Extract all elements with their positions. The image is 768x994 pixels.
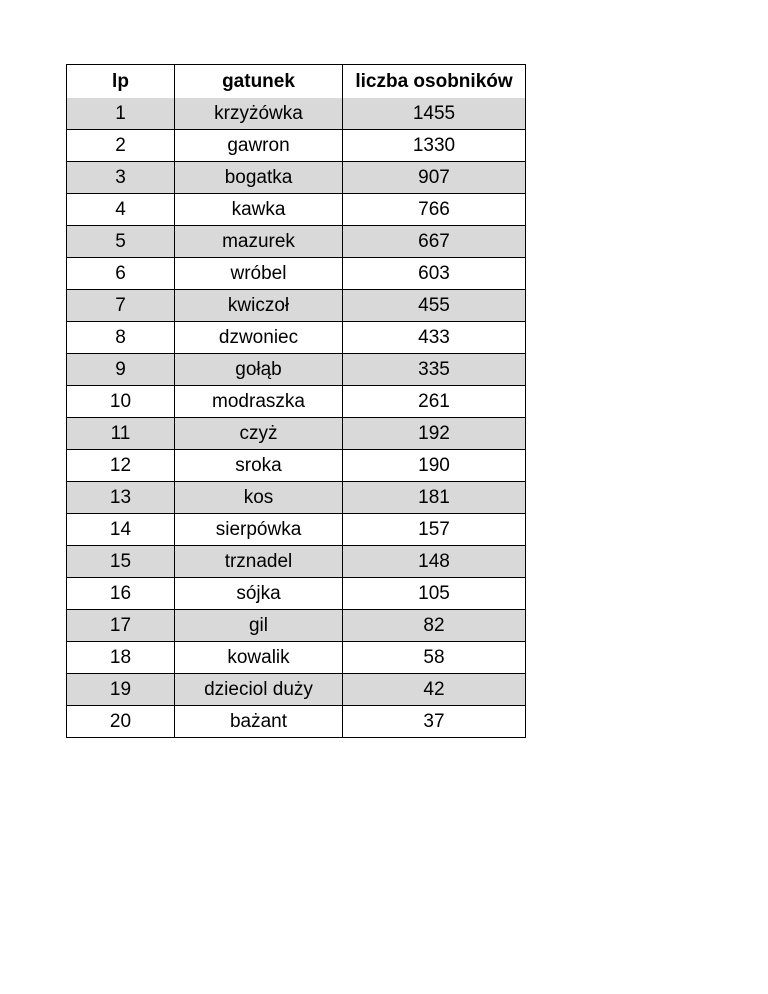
cell-species: gil bbox=[175, 610, 343, 642]
table-row bbox=[67, 386, 526, 418]
cell-lp: 12 bbox=[67, 450, 175, 482]
cell-count: 82 bbox=[343, 610, 526, 642]
cell-species: czyż bbox=[175, 418, 343, 450]
cell-count: 603 bbox=[343, 258, 526, 290]
table-row bbox=[67, 642, 526, 674]
cell-lp: 3 bbox=[67, 162, 175, 194]
cell-lp: 5 bbox=[67, 226, 175, 258]
cell-species: wróbel bbox=[175, 258, 343, 290]
cell-lp: 7 bbox=[67, 290, 175, 322]
cell-species: gołąb bbox=[175, 354, 343, 386]
header-species: gatunek bbox=[175, 65, 343, 99]
cell-lp: 14 bbox=[67, 514, 175, 546]
cell-species: mazurek bbox=[175, 226, 343, 258]
cell-count: 192 bbox=[343, 418, 526, 450]
cell-species: gawron bbox=[175, 130, 343, 162]
cell-count: 37 bbox=[343, 706, 526, 738]
cell-count: 335 bbox=[343, 354, 526, 386]
cell-species: kwiczoł bbox=[175, 290, 343, 322]
cell-lp: 10 bbox=[67, 386, 175, 418]
table-row bbox=[67, 258, 526, 290]
cell-count: 148 bbox=[343, 546, 526, 578]
cell-species: bogatka bbox=[175, 162, 343, 194]
cell-species: dzwoniec bbox=[175, 322, 343, 354]
cell-lp: 2 bbox=[67, 130, 175, 162]
table-row bbox=[67, 354, 526, 386]
header-row bbox=[67, 65, 526, 99]
spreadsheet-page bbox=[66, 64, 526, 738]
cell-lp: 6 bbox=[67, 258, 175, 290]
table-row bbox=[67, 706, 526, 738]
cell-count: 1455 bbox=[343, 98, 526, 130]
cell-lp: 17 bbox=[67, 610, 175, 642]
cell-lp: 19 bbox=[67, 674, 175, 706]
table-row bbox=[67, 514, 526, 546]
cell-count: 157 bbox=[343, 514, 526, 546]
table-row bbox=[67, 162, 526, 194]
cell-count: 42 bbox=[343, 674, 526, 706]
cell-species: krzyżówka bbox=[175, 98, 343, 130]
cell-lp: 1 bbox=[67, 98, 175, 130]
cell-count: 766 bbox=[343, 194, 526, 226]
cell-count: 907 bbox=[343, 162, 526, 194]
cell-species: kawka bbox=[175, 194, 343, 226]
table-row bbox=[67, 130, 526, 162]
cell-species: dzieciol duży bbox=[175, 674, 343, 706]
table-row bbox=[67, 322, 526, 354]
cell-lp: 8 bbox=[67, 322, 175, 354]
table-row bbox=[67, 610, 526, 642]
table-row bbox=[67, 98, 526, 130]
cell-lp: 20 bbox=[67, 706, 175, 738]
cell-lp: 16 bbox=[67, 578, 175, 610]
table-row bbox=[67, 482, 526, 514]
cell-species: bażant bbox=[175, 706, 343, 738]
table-row bbox=[67, 546, 526, 578]
cell-lp: 13 bbox=[67, 482, 175, 514]
cell-lp: 9 bbox=[67, 354, 175, 386]
cell-count: 105 bbox=[343, 578, 526, 610]
table-row bbox=[67, 290, 526, 322]
cell-count: 58 bbox=[343, 642, 526, 674]
cell-count: 190 bbox=[343, 450, 526, 482]
table-row bbox=[67, 226, 526, 258]
cell-species: sierpówka bbox=[175, 514, 343, 546]
bird-count-table bbox=[66, 64, 526, 738]
cell-lp: 15 bbox=[67, 546, 175, 578]
cell-lp: 11 bbox=[67, 418, 175, 450]
header-count: liczba osobników bbox=[343, 65, 526, 99]
cell-count: 1330 bbox=[343, 130, 526, 162]
cell-lp: 4 bbox=[67, 194, 175, 226]
cell-count: 433 bbox=[343, 322, 526, 354]
cell-species: kowalik bbox=[175, 642, 343, 674]
cell-species: sroka bbox=[175, 450, 343, 482]
table-row bbox=[67, 578, 526, 610]
header-lp: lp bbox=[67, 65, 175, 99]
table-row bbox=[67, 450, 526, 482]
cell-count: 261 bbox=[343, 386, 526, 418]
cell-count: 667 bbox=[343, 226, 526, 258]
cell-lp: 18 bbox=[67, 642, 175, 674]
cell-count: 455 bbox=[343, 290, 526, 322]
table-row bbox=[67, 418, 526, 450]
cell-count: 181 bbox=[343, 482, 526, 514]
cell-species: modraszka bbox=[175, 386, 343, 418]
cell-species: sójka bbox=[175, 578, 343, 610]
table-row bbox=[67, 674, 526, 706]
table-row bbox=[67, 194, 526, 226]
cell-species: kos bbox=[175, 482, 343, 514]
cell-species: trznadel bbox=[175, 546, 343, 578]
